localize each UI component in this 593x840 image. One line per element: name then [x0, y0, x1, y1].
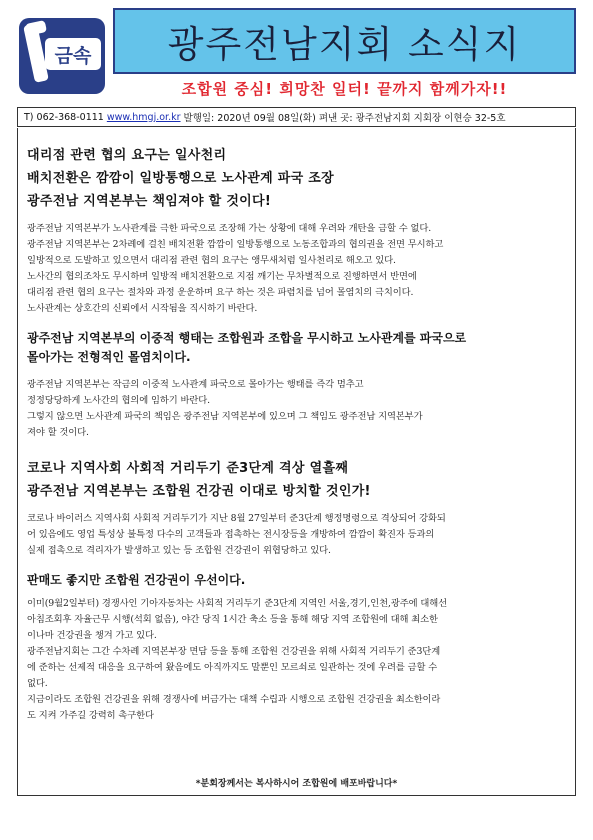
paragraph-line: 이미(9월2일부터) 경쟁사인 기아자동차는 사회적 거리두기 준3단계 지역인 서울,경기,인천,광주에 대해선 — [27, 598, 448, 609]
slogan: 조합원 중심! 희망찬 일터! 끝까지 함께가자!! — [181, 80, 508, 98]
headline: 광주전남 지역본부는 책임져야 할 것이다! — [27, 194, 272, 209]
newsletter-title: 광주전남지회 소식지 — [167, 23, 522, 66]
article-body — [17, 128, 576, 796]
subheadline: 광주전남 지역본부의 이중적 행태는 조합원과 조합을 무시하고 노사관계를 파국으로 — [27, 331, 467, 345]
union-logo — [17, 14, 107, 98]
title-banner — [113, 8, 576, 74]
paragraph-line: 정정당당하게 노사간의 협의에 임하기 바란다. — [27, 395, 211, 406]
phone-number: T) 062-368-0111 — [24, 111, 104, 123]
section-double-standard — [27, 329, 566, 441]
paragraph-line: 져야 할 것이다. — [27, 427, 89, 438]
section-health-rights — [27, 571, 566, 724]
headline: 배치전환은 깜깜이 일방통행으로 노사관계 파국 조장 — [27, 171, 335, 186]
paragraph-line: 실제 접촉으로 격리자가 발생하고 있는 등 조합원 건강권이 위협당하고 있다. — [27, 545, 331, 556]
subheadline: 판매도 좋지만 조합원 건강권이 우선이다. — [27, 573, 246, 587]
paragraph-line: 이나마 건강권을 챙겨 가고 있다. — [27, 630, 157, 641]
website-link[interactable]: www.hmgj.or.kr — [106, 111, 181, 123]
section-covid-distancing — [27, 457, 566, 559]
paragraph-line: 광주전남 지역본부는 작금의 이중적 노사관계 파국으로 몰아가는 행태를 즉각 멈추고 — [27, 379, 364, 390]
paragraph-line: 광주전남지회는 그간 수차례 지역본부장 면담 등을 통해 조합원 건강권을 위해 사회적 거리두기 준3단계 — [27, 646, 441, 657]
paragraph-line: 어 있음에도 영업 특성상 불특정 다수의 고객들과 접촉하는 전시장등을 개방하여 깜깜이 확진자 등과의 — [27, 529, 435, 540]
logo-text: 금속 — [54, 45, 92, 67]
paragraph-line: 지금이라도 조합원 건강권을 위해 경쟁사에 버금가는 대책 수립과 시행으로 조합원 건강권을 최소한이라 — [27, 694, 441, 705]
headline: 코로나 지역사회 사회적 거리두기 준3단계 격상 열흘째 — [27, 461, 349, 476]
paragraph-line: 노사간의 협의조차도 무시하며 일방적 배치전환으로 지점 깨기는 무차별적으로 진행하면서 반면에 — [27, 271, 417, 282]
paragraph-line: 코로나 바이러스 지역사회 사회적 거리두기가 지난 8월 27일부터 준3단계 행정명령으로 격상되어 강화되 — [27, 513, 446, 524]
paragraph-line: 노사관계는 상호간의 신뢰에서 시작됨을 직시하기 바란다. — [27, 303, 258, 314]
paragraph-line: 광주전남 지역본부가 노사관계를 극한 파국으로 조장해 가는 상황에 대해 우려와 개탄을 금할 수 없다. — [27, 223, 432, 234]
paragraph-line: 아침조회후 자율근무 시행(석회 없음), 야간 당직 1시간 축소 등을 통해 해당 지역 조합원에 대해 최소한 — [27, 614, 438, 625]
paragraph-line: 일방적으로 도발하고 있으면서 대리점 관련 협의 요구는 앵무새처럼 일사천리로 해오고 있다. — [27, 255, 396, 266]
paragraph-line: 에 준하는 선제적 대응을 요구하여 왔음에도 아직까지도 말뿐인 모르쇠로 일관하는 것에 우려를 금할 수 — [27, 662, 438, 673]
publication-details: 발행일: 2020년 09월 08일(화) 펴낸 곳: 광주전남지회 지회장 이현승 32-5호 — [183, 113, 506, 124]
headline: 광주전남 지역본부는 조합원 건강권 이대로 방치할 것인가! — [27, 484, 371, 499]
headline: 대리점 관련 협의 요구는 일사천리 — [27, 148, 227, 163]
paragraph-line: 없다. — [27, 678, 48, 689]
subheadline: 몰아가는 전형적인 몰염치이다. — [27, 350, 191, 364]
paragraph-line: 광주전남 지역본부는 2차례에 걸친 배치전환 깜깜이 일방통행으로 노동조합과의 협의권을 전면 무시하고 — [27, 239, 444, 250]
newsletter-header — [17, 8, 576, 104]
paragraph-line: 그렇지 않으면 노사관계 파국의 책임은 광주전남 지역본부에 있으며 그 책임도 광주전남 지역본부가 — [27, 411, 423, 422]
publication-info — [17, 107, 576, 127]
section-dealership-consultation — [27, 144, 566, 317]
paragraph-line: 도 지켜 가주길 강력히 촉구한다 — [27, 710, 154, 721]
paragraph-line: 대리점 관련 협의 요구는 절차와 과정 운운하며 요구 하는 것은 파렴치를 넘어 몰염치의 극치이다. — [27, 287, 414, 298]
distribution-note: *분회장께서는 복사하시어 조합원에 배포바랍니다* — [195, 779, 398, 789]
